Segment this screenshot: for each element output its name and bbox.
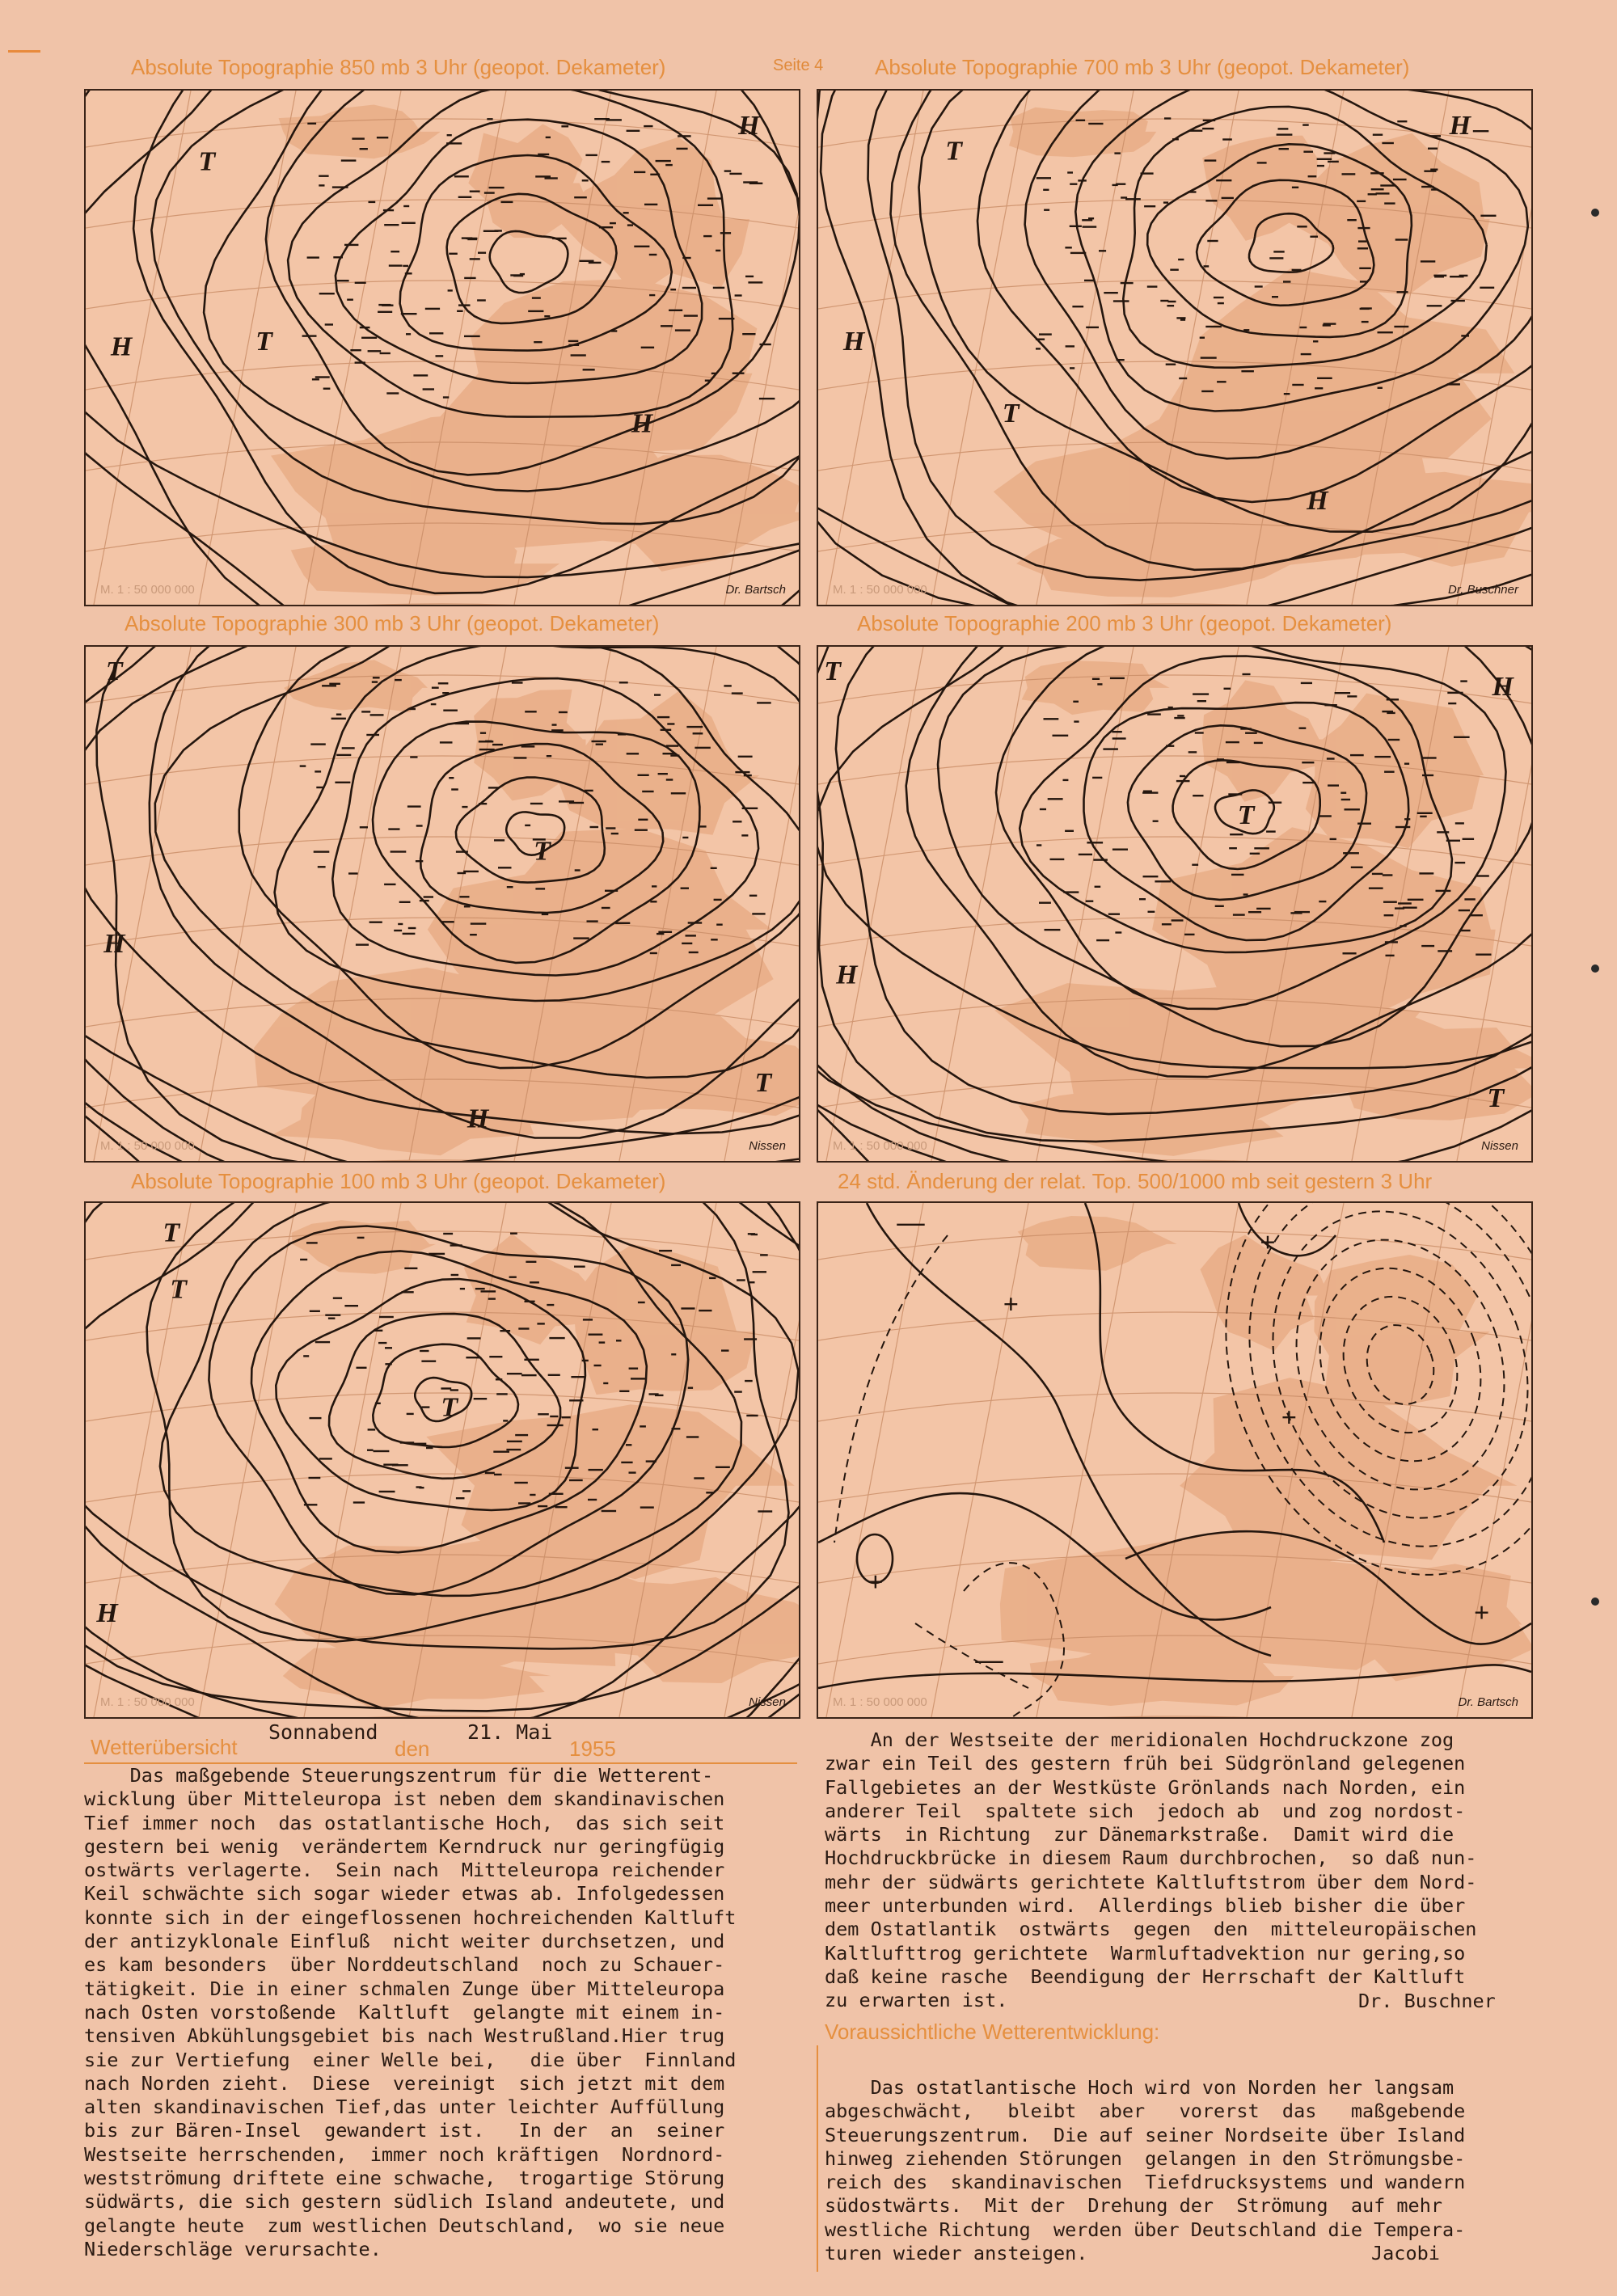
forecast-signature: Jacobi xyxy=(1371,2242,1440,2264)
map-symbol-low: T xyxy=(534,836,551,867)
map-200mb xyxy=(817,645,1533,1163)
map-850mb-drawing xyxy=(86,91,799,605)
report-den: den xyxy=(395,1737,430,1761)
forecast-title: Voraussichtliche Wetterentwicklung: xyxy=(825,2020,1160,2044)
map-symbol-plus: + xyxy=(1473,1598,1489,1629)
corner-mark xyxy=(8,50,40,53)
map-symbol-high: H xyxy=(103,929,125,960)
map-symbol-high: H xyxy=(467,1104,489,1134)
report-weekday: Sonnabend xyxy=(268,1720,378,1744)
map-title-rel: 24 std. Änderung der relat. Top. 500/1000 mb seit gestern 3 Uhr xyxy=(838,1169,1433,1193)
map-symbol-plus: + xyxy=(867,1567,884,1597)
map-author: Nissen xyxy=(749,1139,786,1153)
map-title-200: Absolute Topographie 200 mb 3 Uhr (geopot. Dekameter) xyxy=(857,611,1392,635)
map-100mb xyxy=(84,1201,800,1719)
map-symbol-plus: + xyxy=(1281,1403,1297,1433)
map-symbol-plus: + xyxy=(1260,1228,1276,1259)
map-300mb xyxy=(84,645,800,1163)
forecast-text: Das ostatlantische Hoch wird von Norden her langsam abgeschwächt, bleibt aber vorerst das maßgebende Steuerungszentrum. Die auf seiner Nordseite über Island hinweg ziehenden Störungen gelangen in den Strömungsbe- reich des skandinavischen Tiefdrucksystems und wandern südostwärts. Mit der Drehung der Strömung auf mehr westliche Richtung werden über Deutschland die Tempera- turen wieder ansteigen. xyxy=(825,2076,1466,2265)
column-separator xyxy=(817,2045,818,2272)
map-850mb xyxy=(84,89,800,606)
report-title: Wetterübersicht xyxy=(91,1735,238,1759)
map-author: Nissen xyxy=(1481,1139,1518,1153)
map-symbol-high: H xyxy=(1307,486,1328,517)
map-relative-topography-change xyxy=(817,1201,1533,1719)
map-title-100: Absolute Topographie 100 mb 3 Uhr (geopot. Dekameter) xyxy=(131,1169,666,1193)
map-symbol-low: T xyxy=(170,1274,188,1305)
page-number: Seite 4 xyxy=(773,57,824,74)
map-symbol-high: H xyxy=(110,331,133,362)
map-700mb xyxy=(817,89,1533,606)
map-symbol-high: H xyxy=(631,408,653,439)
map-author: Nissen xyxy=(749,1695,786,1709)
report-year: 1955 xyxy=(569,1737,616,1761)
report-left-column: Das maßgebende Steuerungszentrum für die Wetterent- wicklung über Mitteleuropa ist neben dem skandinavischen Tief immer noch das ostatlantische Hoch, das sich seit gestern bei wenig verändertem Kerndruck nur geringfügig ostwärts verlagerte. Sein nach Mitteleuropa reichender Keil schwächte sich sogar wieder etwas ab. Infolgedessen konnte sich in der eingeflossenen hochreichenden Kaltluft der antizyklonale Einfluß nicht weiter durchsetzen, und es kam besonders über Norddeutschland noch zu Schauer- tätigkeit. Die in einer schmalen Zunge über Mitteleuropa nach Osten vorstoßende Kaltluft gelangte mit einem in- tensiven Abkühlungsgebiet bis nach Westrußland.Hier trug sie zur Vertiefung einer Welle bei, die über Finnland nach Norden zieht. Diese vereinigt sich jetzt mit dem alten skandinavischen Tief,das unter leichter Auffüllung bis zur Bären-Insel gewandert ist. In der an seiner Westseite herrschenden, immer noch kräftigen Nordnord- westströmung driftete eine schwache, trogartige Störung südwärts, die sich gestern südlich Island andeutete, und gelangte heute zum westlichen Deutschland, wo sie neue Niederschläge verursachte. xyxy=(84,1764,737,2260)
map-symbol-high: H xyxy=(836,960,858,990)
map-scale: M. 1 : 50 000 000 xyxy=(100,1695,195,1709)
map-rel-drawing xyxy=(818,1203,1531,1717)
punch-hole xyxy=(1591,1597,1599,1606)
map-symbol-minus: — xyxy=(975,1644,1003,1675)
report-date: 21. Mai xyxy=(467,1720,553,1744)
map-700mb-drawing xyxy=(818,91,1531,605)
map-symbol-low: T xyxy=(255,326,272,357)
map-200mb-drawing xyxy=(818,647,1531,1161)
map-title-850: Absolute Topographie 850 mb 3 Uhr (geopot. Dekameter) xyxy=(131,55,666,79)
map-author: Dr. Bartsch xyxy=(1458,1695,1518,1709)
map-scale: M. 1 : 50 000 000 xyxy=(833,583,927,597)
map-100mb-drawing xyxy=(86,1203,799,1717)
map-title-300: Absolute Topographie 300 mb 3 Uhr (geopot. Dekameter) xyxy=(125,611,660,635)
map-symbol-high: H xyxy=(1492,672,1514,703)
map-scale: M. 1 : 50 000 000 xyxy=(100,583,195,597)
map-symbol-high: H xyxy=(96,1598,118,1629)
map-title-700: Absolute Topographie 700 mb 3 Uhr (geopot. Dekameter) xyxy=(875,55,1410,79)
report-right-signature: Dr. Buschner xyxy=(1358,1990,1496,2012)
map-symbol-plus: + xyxy=(1003,1289,1019,1320)
punch-hole xyxy=(1591,964,1599,973)
map-author: Dr. Buschner xyxy=(1448,583,1518,597)
map-symbol-low: T xyxy=(1237,800,1255,831)
map-scale: M. 1 : 50 000 000 xyxy=(100,1139,195,1153)
map-author: Dr. Bartsch xyxy=(725,583,786,597)
map-symbol-high: H xyxy=(842,326,865,357)
map-scale: M. 1 : 50 000 000 xyxy=(833,1139,927,1153)
map-symbol-low: T xyxy=(441,1392,458,1423)
map-symbol-high: H xyxy=(1449,110,1471,141)
map-symbol-low: T xyxy=(824,656,841,687)
map-symbol-low: T xyxy=(945,136,962,167)
punch-hole xyxy=(1591,209,1599,217)
map-symbol-low: T xyxy=(1002,399,1020,428)
map-symbol-low: T xyxy=(198,146,216,177)
report-right-column: An der Westseite der meridionalen Hochdruckzone zog zwar ein Teil des gestern früh bei Südgrönland gelegenen Fallgebietes an der Westküste Grönlands nach Norden, ein anderer Teil spaltete sich jedoch ab und zog nordost- wärts in Richtung zur Dänemarkstraße. Damit wird die Hochdruckbrücke in diesem Raum durchbrochen, so daß nun- mehr der südwärts gerichtete Kaltluftstrom über dem Nord- meer unterbunden wird. Allerdings blieb bisher die über dem Ostatlantik ostwärts gegen den mitteleuropäischen Kaltlufttrog gerichtete Warmluftadvektion nur gering,so daß keine rasche Beendigung der Herrschaft der Kaltluft zu erwarten ist. xyxy=(825,1728,1477,2012)
map-symbol-low: T xyxy=(163,1218,180,1248)
map-symbol-low: T xyxy=(1487,1083,1505,1113)
map-300mb-drawing xyxy=(86,647,799,1161)
map-symbol-minus: — xyxy=(897,1207,925,1238)
map-symbol-low: T xyxy=(754,1067,772,1098)
map-symbol-high: H xyxy=(738,110,760,141)
map-symbol-low: T xyxy=(105,656,123,687)
map-scale: M. 1 : 50 000 000 xyxy=(833,1695,927,1709)
